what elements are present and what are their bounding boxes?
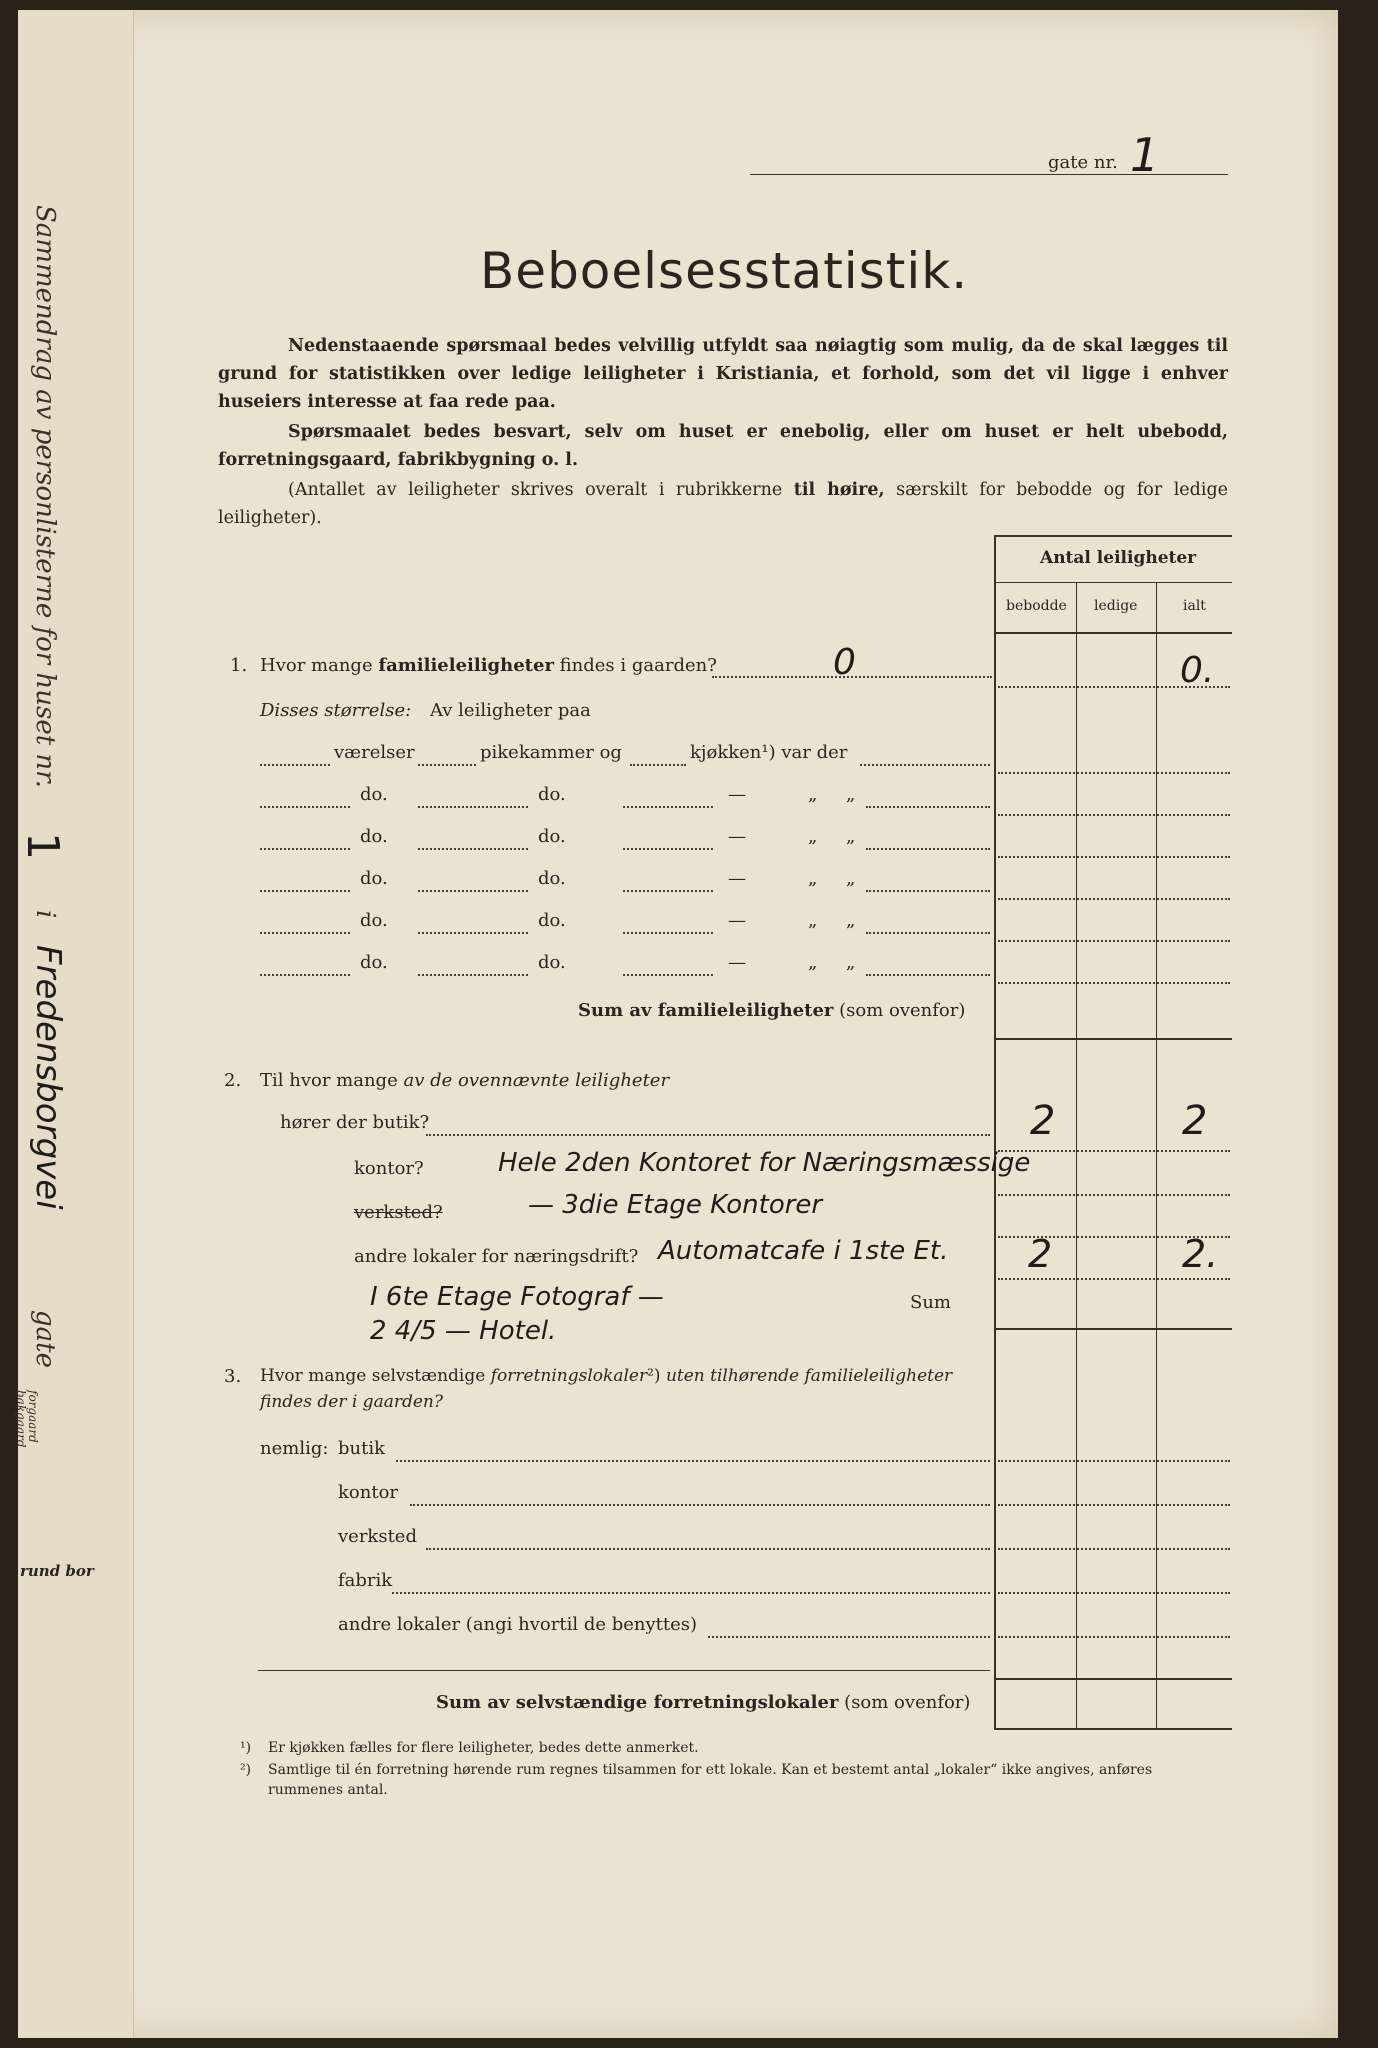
- q1-text-c: findes i gaarden?: [553, 655, 717, 676]
- do-row1-dots: [866, 806, 990, 808]
- table-title: Antal leiligheter: [1040, 548, 1197, 568]
- do-row5-dash: —: [728, 952, 746, 973]
- table-body-rule: [994, 632, 1232, 634]
- q3-sum: [436, 1692, 970, 1713]
- q2-text: [260, 1070, 669, 1091]
- q1-text: [260, 655, 717, 676]
- q3-verksted: verksted: [338, 1526, 417, 1547]
- do-row5-blank-c: [623, 974, 713, 976]
- do-row5-b: do.: [538, 952, 566, 973]
- q3-text-a: Hvor mange selvstændige: [260, 1366, 491, 1386]
- do-row1-blank-b: [418, 806, 528, 808]
- do-row4-q2: „: [846, 910, 856, 931]
- left-margin-strip: [14, 10, 134, 2038]
- do-row3-blank-b: [418, 890, 528, 892]
- do-row1-blank-c: [623, 806, 713, 808]
- do-row4-a: do.: [360, 910, 388, 931]
- q3-number: 3.: [224, 1366, 242, 1387]
- intro-p3-b: til høire,: [793, 480, 885, 500]
- q1-sum-rule: [994, 1038, 1232, 1040]
- do-row3-blank-c: [623, 890, 713, 892]
- q3-sep-line: [258, 1670, 990, 1671]
- q1-sum-a: Sum av familieleiligheter: [578, 1000, 834, 1021]
- do-row2-b: do.: [538, 826, 566, 847]
- q1-answer: 0: [833, 642, 856, 683]
- q3-andre: andre lokaler (angi hvortil de benyttes): [338, 1614, 698, 1635]
- q2-kontor-handwriting: Hele 2den Kontoret for Næringsmæssige: [498, 1148, 1031, 1178]
- q3-sum-a: Sum av selvstændige forretningslokaler: [436, 1692, 839, 1713]
- q1-vaer-blank: [260, 764, 330, 766]
- table-vline-3: [1156, 582, 1157, 1730]
- row-sep-6: [998, 940, 1230, 942]
- q3-text-c: ²): [647, 1366, 666, 1386]
- col-bebodde: bebodde: [1006, 598, 1067, 614]
- do-row3-blank-a: [260, 890, 350, 892]
- row-sep-13: [998, 1504, 1230, 1506]
- do-row2-q2: „: [846, 826, 856, 847]
- col-ledige: ledige: [1094, 598, 1138, 614]
- do-row5-q1: „: [808, 952, 818, 973]
- q1-kjokken: kjøkken¹) var der: [690, 742, 848, 763]
- intro-paragraph-2: Spørsmaalet bedes besvart, selv om huset er enebolig, eller om huset er helt ubebodd, forretningsgaard, fabrikbygning o. l.: [218, 422, 1228, 470]
- do-row1-blank-a: [260, 806, 350, 808]
- intro-paragraph-1: Nedenstaaende spørsmaal bedes velvillig utfyldt saa nøiagtig som mulig, da de skal lægges til grund for statistikken over ledige leiligheter i Kristiania, et forhold, som det vil ligge i enhver huseiers interesse at faa rede paa.: [218, 336, 1228, 412]
- q3-text-f: der i gaarden?: [311, 1392, 443, 1412]
- table-vline-1: [994, 535, 996, 1730]
- q1-size-label: Disses størrelse:: [260, 700, 412, 721]
- q2-andre-ialt: 2.: [1182, 1232, 1219, 1276]
- do-row4-q1: „: [808, 910, 818, 931]
- do-row4-b: do.: [538, 910, 566, 931]
- q2-butik-ialt: 2: [1182, 1098, 1208, 1144]
- do-row3-a: do.: [360, 868, 388, 889]
- do-row2-dots: [866, 848, 990, 850]
- gate-nr-label: gate nr.: [1048, 152, 1118, 173]
- row-sep-2: [998, 772, 1230, 774]
- q3-nemlig: nemlig:: [260, 1438, 329, 1459]
- do-row4-dash: —: [728, 910, 746, 931]
- row-sep-3: [998, 814, 1230, 816]
- do-row5-a: do.: [360, 952, 388, 973]
- margin-grund-bor: rund bor: [20, 1562, 94, 1580]
- page-title: Beboelsesstatistik.: [480, 242, 969, 300]
- do-row2-blank-c: [623, 848, 713, 850]
- margin-forgaard: forgaard: [26, 1390, 40, 1443]
- do-row3-q1: „: [808, 868, 818, 889]
- do-row3-dash: —: [728, 868, 746, 889]
- q1-sum: [578, 1000, 965, 1021]
- q2-horer-dots: [426, 1134, 990, 1136]
- q1-text-a: Hvor mange: [260, 655, 379, 676]
- row-sep-4: [998, 856, 1230, 858]
- q3-sum-rule-top: [994, 1678, 1232, 1680]
- do-row5-dots: [866, 974, 990, 976]
- row-sep-11: [998, 1278, 1230, 1280]
- q2-hotel-handwriting: 2 4/5 — Hotel.: [370, 1316, 557, 1346]
- q3-andre-dots: [708, 1636, 990, 1638]
- q3-text-d: uten tilhørende familieleiligheter: [665, 1366, 953, 1386]
- row-sep-7: [998, 982, 1230, 984]
- intro-paragraph-3: [218, 476, 1228, 532]
- q3-kontor-dots: [410, 1504, 990, 1506]
- q3-kontor: kontor: [338, 1482, 399, 1503]
- table-header-rule: [994, 582, 1232, 583]
- do-row4-blank-b: [418, 932, 528, 934]
- q3-text-b: forretningslokaler: [490, 1366, 648, 1386]
- table-top-rule: [994, 535, 1232, 537]
- do-row3-q2: „: [846, 868, 856, 889]
- q1-pikekammer: pikekammer og: [480, 742, 622, 763]
- q2-verksted-handwriting: — 3die Etage Kontorer: [528, 1190, 823, 1220]
- footnote-1: Er kjøkken fælles for flere leiligheter, bedes dette anmerket.: [268, 1740, 699, 1756]
- q3-text-e: findes: [260, 1392, 312, 1412]
- do-row3-b: do.: [538, 868, 566, 889]
- q2-andre-handwriting: Automatcafe i 1ste Et.: [658, 1236, 949, 1266]
- q2-verksted: verksted?: [354, 1202, 443, 1223]
- q3-sum-rule-bottom: [994, 1728, 1232, 1730]
- do-row5-blank-a: [260, 974, 350, 976]
- table-vline-2: [1076, 582, 1077, 1730]
- q3-text-2: [260, 1392, 443, 1412]
- q2-andre: andre lokaler for næringsdrift?: [354, 1246, 639, 1267]
- do-row5-blank-b: [418, 974, 528, 976]
- do-row3-dots: [866, 890, 990, 892]
- do-row2-a: do.: [360, 826, 388, 847]
- q2-butik-bebodde: 2: [1030, 1098, 1056, 1144]
- q2-andre-bebodde: 2: [1028, 1232, 1053, 1276]
- q3-sum-b: (som ovenfor): [838, 1692, 971, 1713]
- row-sep-8: [998, 1150, 1230, 1152]
- row-sep-5: [998, 898, 1230, 900]
- gate-nr-value: 1: [1130, 128, 1160, 182]
- q2-text-b: av de ovennævnte leiligheter: [403, 1070, 670, 1091]
- do-row1-q1: „: [808, 784, 818, 805]
- footnote-2-mark: ²): [240, 1762, 252, 1778]
- margin-house-nr: 1: [17, 832, 68, 860]
- q3-butik-dots: [396, 1460, 990, 1462]
- do-row2-dash: —: [728, 826, 746, 847]
- do-row2-blank-b: [418, 848, 528, 850]
- q1-kjokken-blank: [630, 764, 686, 766]
- q3-fabrik-dots: [392, 1592, 990, 1594]
- do-row1-a: do.: [360, 784, 388, 805]
- do-row4-dots: [866, 932, 990, 934]
- margin-street: Fredensborgvei: [28, 945, 68, 1210]
- col-ialt: ialt: [1183, 598, 1206, 614]
- do-row1-dash: —: [728, 784, 746, 805]
- q2-text-a: Til hvor mange: [260, 1070, 404, 1091]
- row-sep-15: [998, 1592, 1230, 1594]
- q3-butik: butik: [338, 1438, 386, 1459]
- q1-sum-b: (som ovenfor): [833, 1000, 966, 1021]
- q2-sum: Sum: [910, 1292, 951, 1313]
- q1-pike-blank: [418, 764, 476, 766]
- margin-bakgaard: bakgaard: [14, 1390, 28, 1448]
- form-page: [14, 10, 1338, 2038]
- do-row5-q2: „: [846, 952, 856, 973]
- q1-ialt-value: 0.: [1180, 650, 1215, 691]
- q3-text: [260, 1366, 952, 1386]
- do-row2-blank-a: [260, 848, 350, 850]
- do-row2-q1: „: [808, 826, 818, 847]
- row-sep-12: [998, 1460, 1230, 1462]
- q1-size-text: Av leiligheter paa: [430, 700, 591, 721]
- q3-verksted-dots: [426, 1548, 990, 1550]
- do-row1-q2: „: [846, 784, 856, 805]
- row-sep-16: [998, 1636, 1230, 1638]
- q2-sum-rule: [994, 1328, 1232, 1330]
- intro-p3-c: særskilt for bebodde og for ledige leiligheter).: [218, 480, 1228, 528]
- margin-gate-label: gate: [30, 1310, 60, 1368]
- q2-foto-handwriting: I 6te Etage Fotograf —: [370, 1282, 664, 1312]
- footnote-2: Samtlige til én forretning hørende rum regnes tilsammen for ett lokale. Kan et bestemt antal „lokaler“ ikke angives, anføres rummenes antal.: [268, 1762, 1153, 1798]
- q1-vaerelser: værelser: [334, 742, 415, 763]
- footnote-1-mark: ¹): [240, 1740, 252, 1756]
- do-row1-b: do.: [538, 784, 566, 805]
- q2-kontor: kontor?: [354, 1158, 424, 1179]
- q3-fabrik: fabrik: [338, 1570, 393, 1591]
- intro-p3-a: (Antallet av leiligheter skrives overalt i rubrikkerne: [288, 480, 794, 500]
- q1-kjokken-dots: [860, 764, 990, 766]
- margin-i-label: i: [30, 910, 60, 919]
- q1-number: 1.: [230, 655, 248, 676]
- do-row4-blank-c: [623, 932, 713, 934]
- margin-vertical-text: Sammendrag av personlisterne for huset nr.: [30, 205, 60, 789]
- row-sep-9: [998, 1194, 1230, 1196]
- q2-number: 2.: [224, 1070, 242, 1091]
- q2-horer: hører der butik?: [280, 1112, 430, 1133]
- do-row4-blank-a: [260, 932, 350, 934]
- q1-text-b: familieleiligheter: [378, 655, 554, 676]
- row-sep-14: [998, 1548, 1230, 1550]
